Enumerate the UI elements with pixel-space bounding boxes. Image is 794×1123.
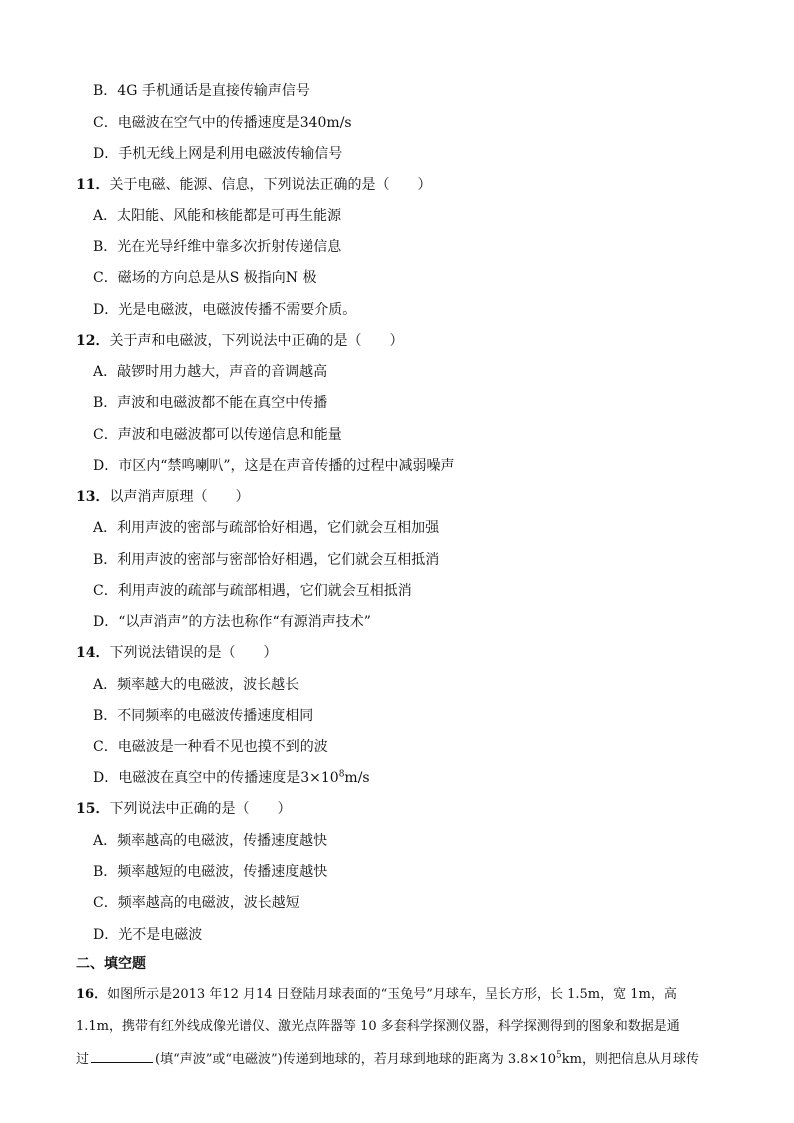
q14-option-d-prefix: D．电磁波在真空中的传播速度是3×10 <box>93 770 339 786</box>
q11-stem <box>76 175 431 195</box>
q14-stem <box>76 643 277 663</box>
q15-stem <box>76 799 291 819</box>
q13-option-b: B．利用声波的密部与密部恰好相遇，它们就会互相抵消 <box>93 552 440 568</box>
q13-text: 以声消声原理（ ） <box>109 489 250 505</box>
q16-number: 16． <box>76 987 108 1002</box>
q15-option-d: D．光不是电磁波 <box>93 927 203 943</box>
q11-option-c: C．磁场的方向总是从S 极指向N 极 <box>93 270 317 286</box>
q11-option-b: B．光在光导纤维中靠多次折射传递信息 <box>93 239 342 255</box>
q12-option-c: C．声波和电磁波都可以传递信息和能量 <box>93 427 342 443</box>
q14-option-b: B．不同频率的电磁波传播速度相同 <box>93 708 314 724</box>
q12-option-b: B．声波和电磁波都不能在真空中传播 <box>93 395 328 411</box>
q13-option-c: C．利用声波的疏部与疏部相遇，它们就会互相抵消 <box>93 583 412 599</box>
q14-text: 下列说法错误的是（ ） <box>109 645 278 661</box>
q13-option-d: D．“以声消声”的方法也称作“有源消声技术” <box>93 614 371 630</box>
q11-option-a: A．太阳能、风能和核能都是可再生能源 <box>93 208 342 224</box>
q14-number: 14． <box>76 645 110 661</box>
q13-number: 13． <box>76 489 110 505</box>
q15-option-b: B．频率越短的电磁波，传播速度越快 <box>93 864 328 880</box>
q14-option-d-suffix: m/s <box>344 770 370 786</box>
q12-number: 12． <box>76 333 110 349</box>
q16-text-3a: 过 <box>76 1052 90 1067</box>
q12-stem <box>76 331 403 351</box>
q16-line-3 <box>76 1048 754 1070</box>
q10-option-b: B．4G 手机通话是直接传输声信号 <box>93 83 310 99</box>
q15-text: 下列说法中正确的是（ ） <box>109 801 292 817</box>
q16-text-1: 如图所示是2013 年12 月14 日登陆月球表面的“玉兔号”月球车，呈长方形，长 1.5m，宽 1m，高 <box>107 987 677 1002</box>
q14-option-d <box>93 768 370 788</box>
q13-stem <box>76 487 249 507</box>
q14-option-d-exponent: 8 <box>338 769 345 780</box>
section-heading-fill-in: 二、填空题 <box>76 956 146 972</box>
q10-option-d: D．手机无线上网是利用电磁波传输信号 <box>93 146 343 162</box>
q11-number: 11． <box>76 177 110 193</box>
q14-option-c: C．电磁波是一种看不见也摸不到的波 <box>93 739 328 755</box>
q16-exponent: 5 <box>556 1050 562 1061</box>
q12-option-a: A．敲锣时用力越大，声音的音调越高 <box>93 364 328 380</box>
q13-option-a: A．利用声波的密部与疏部恰好相遇，它们就会互相加强 <box>93 520 440 536</box>
q11-option-d: D．光是电磁波，电磁波传播不需要介质。 <box>93 302 357 318</box>
q15-option-a: A．频率越高的电磁波，传播速度越快 <box>93 833 328 849</box>
q16-line-1 <box>76 985 754 1005</box>
q16-text-3c: km，则把信息从月球传 <box>561 1052 699 1067</box>
q15-number: 15． <box>76 801 110 817</box>
q16-answer-blank[interactable] <box>91 1048 153 1063</box>
q10-option-c: C．电磁波在空气中的传播速度是340m/s <box>93 115 352 131</box>
q14-option-a: A．频率越大的电磁波，波长越长 <box>93 677 300 693</box>
q16-text-3b: (填“声波”或“电磁波”)传递到地球的，若月球到地球的距离为 3.8×10 <box>155 1052 556 1067</box>
q15-option-c: C．频率越高的电磁波，波长越短 <box>93 895 300 911</box>
q12-text: 关于声和电磁波，下列说法中正确的是（ ） <box>109 333 404 349</box>
q16-line-2: 1.1m，携带有红外线成像光谱仪、激光点阵器等 10 多套科学探测仪器，科学探测得到的图象和数据是通 <box>76 1019 680 1034</box>
q11-text: 关于电磁、能源、信息，下列说法正确的是（ ） <box>109 177 432 193</box>
q12-option-d: D．市区内“禁鸣喇叭”，这是在声音传播的过程中减弱噪声 <box>93 458 455 474</box>
